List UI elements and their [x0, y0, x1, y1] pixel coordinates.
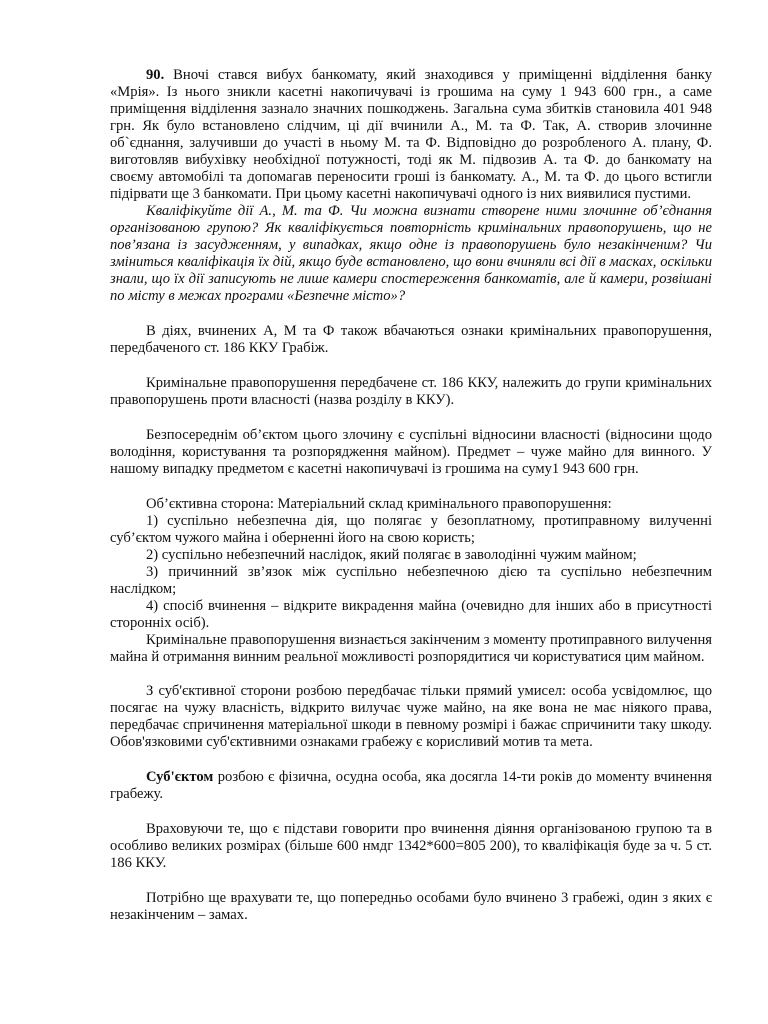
task-number: 90.	[146, 67, 165, 83]
completion-paragraph: Кримінальне правопорушення визнається закінченим з моменту протиправного вилучення майна й отримання винним реальної можливості розпорядитися чи користуватися цим майном.	[110, 632, 712, 665]
task-question: Кваліфікуйте дії А., М. та Ф. Чи можна визнати створене ними злочинне об’єднання організованою групою? Як кваліфікується повторність кримінальних правопорушень, що не пов’язана із засудженням, у випадках, якщо одне із правопорушень було незакінченим? Чи зміниться кваліфікація їх дій, якщо буде встановлено, що вони вчиняли всі дії в масках, оскільки знали, що їх дії записують не лише камери спостереження банкоматів, але й камери, розвішані по місту в межах програми «Безпечне місто»?	[110, 203, 712, 304]
objective-item-4: 4) спосіб вчинення – відкрите викрадення майна (очевидно для інших або в присутності сторонніх осіб).	[110, 598, 712, 631]
subjective-side-paragraph: З суб'єктивної сторони розбою передбачає тільки прямий умисел: особа усвідомлює, що посягає на чужу власність, відкрито вилучає чуже майно, на яке вона не має ніякого права, передбачає спричинення матеріальної шкоди в певному розмірі і бажає спричинити таку шкоду. Обов'язковими суб'єктивними ознаками грабежу є корисливий мотив та мета.	[110, 683, 712, 750]
objective-item-1: 1) суспільно небезпечна дія, що полягає у безоплатному, протиправному вилученні суб’єктом чужого майна і оберненні його на свою користь;	[110, 513, 712, 546]
answer-paragraph-1: В діях, вчинених А, М та Ф також вбачаються ознаки кримінальних правопорушення, передбаченого ст. 186 ККУ Грабіж.	[110, 323, 712, 356]
answer-paragraph-3: Безпосереднім об’єктом цього злочину є суспільні відносини власності (відносини щодо володіння, користування та розпорядження майном). Предмет – чуже майно для винного. У нашому випадку предметом є касетні накопичувачі із грошима на суму1 943 600 грн.	[110, 427, 712, 477]
subject-paragraph	[110, 769, 712, 803]
document-body	[110, 67, 712, 924]
answer-paragraph-2: Кримінальне правопорушення передбачене ст. 186 ККУ, належить до групи кримінальних правопорушень проти власності (назва розділу в ККУ).	[110, 375, 712, 408]
objective-side-heading: Об’єктивна сторона: Матеріальний склад кримінального правопорушення:	[146, 496, 612, 512]
objective-item-2: 2) суспільно небезпечний наслідок, який полягає в заволодінні чужим майном;	[146, 547, 637, 563]
objective-item-3: 3) причинний зв’язок між суспільно небезпечною дією та суспільно небезпечним наслідком;	[110, 564, 712, 597]
qualification-paragraph: Враховуючи те, що є підстави говорити про вчинення діяння організованою групою та в особливо великих розмірах (більше 600 нмдг 1342*600=805 200), то кваліфікація буде за ч. 5 ст. 186 ККУ.	[110, 821, 712, 871]
subject-text: розбою є фізична, осудна особа, яка досягла 14-ти років до моменту вчинення грабежу.	[110, 769, 712, 802]
repetition-paragraph: Потрібно ще врахувати те, що попередньо особами було вчинено 3 грабежі, один з яких є незакінченим – замах.	[110, 890, 712, 923]
task-paragraph	[110, 67, 712, 203]
subject-term: Суб'єктом	[146, 769, 214, 785]
task-body: Вночі стався вибух банкомату, який знаходився у приміщенні відділення банку «Мрія». Із нього зникли касетні накопичувачі із грошима на суму 1 943 600 грн., а саме приміщення відділення зазнало значних пошкоджень. Загальна сума збитків становила 401 948 грн. Як було встановлено слідчим, ці дії вчинили А., М. та Ф. Так, А. створив злочинне об`єднання, залучивши до участі в ньому М. та Ф. Відповідно до розробленого А. плану, Ф. виготовляв вибухівку необхідної потужності, тоді як М. підвозив А. та Ф. до банкомату на своєму автомобілі та допомагав переносити гроші із банкомату. А., М. та Ф. до цього встигли підірвати ще 3 банкомати. При цьому касетні накопичувачі одного із них виявилися пустими.	[110, 67, 712, 202]
